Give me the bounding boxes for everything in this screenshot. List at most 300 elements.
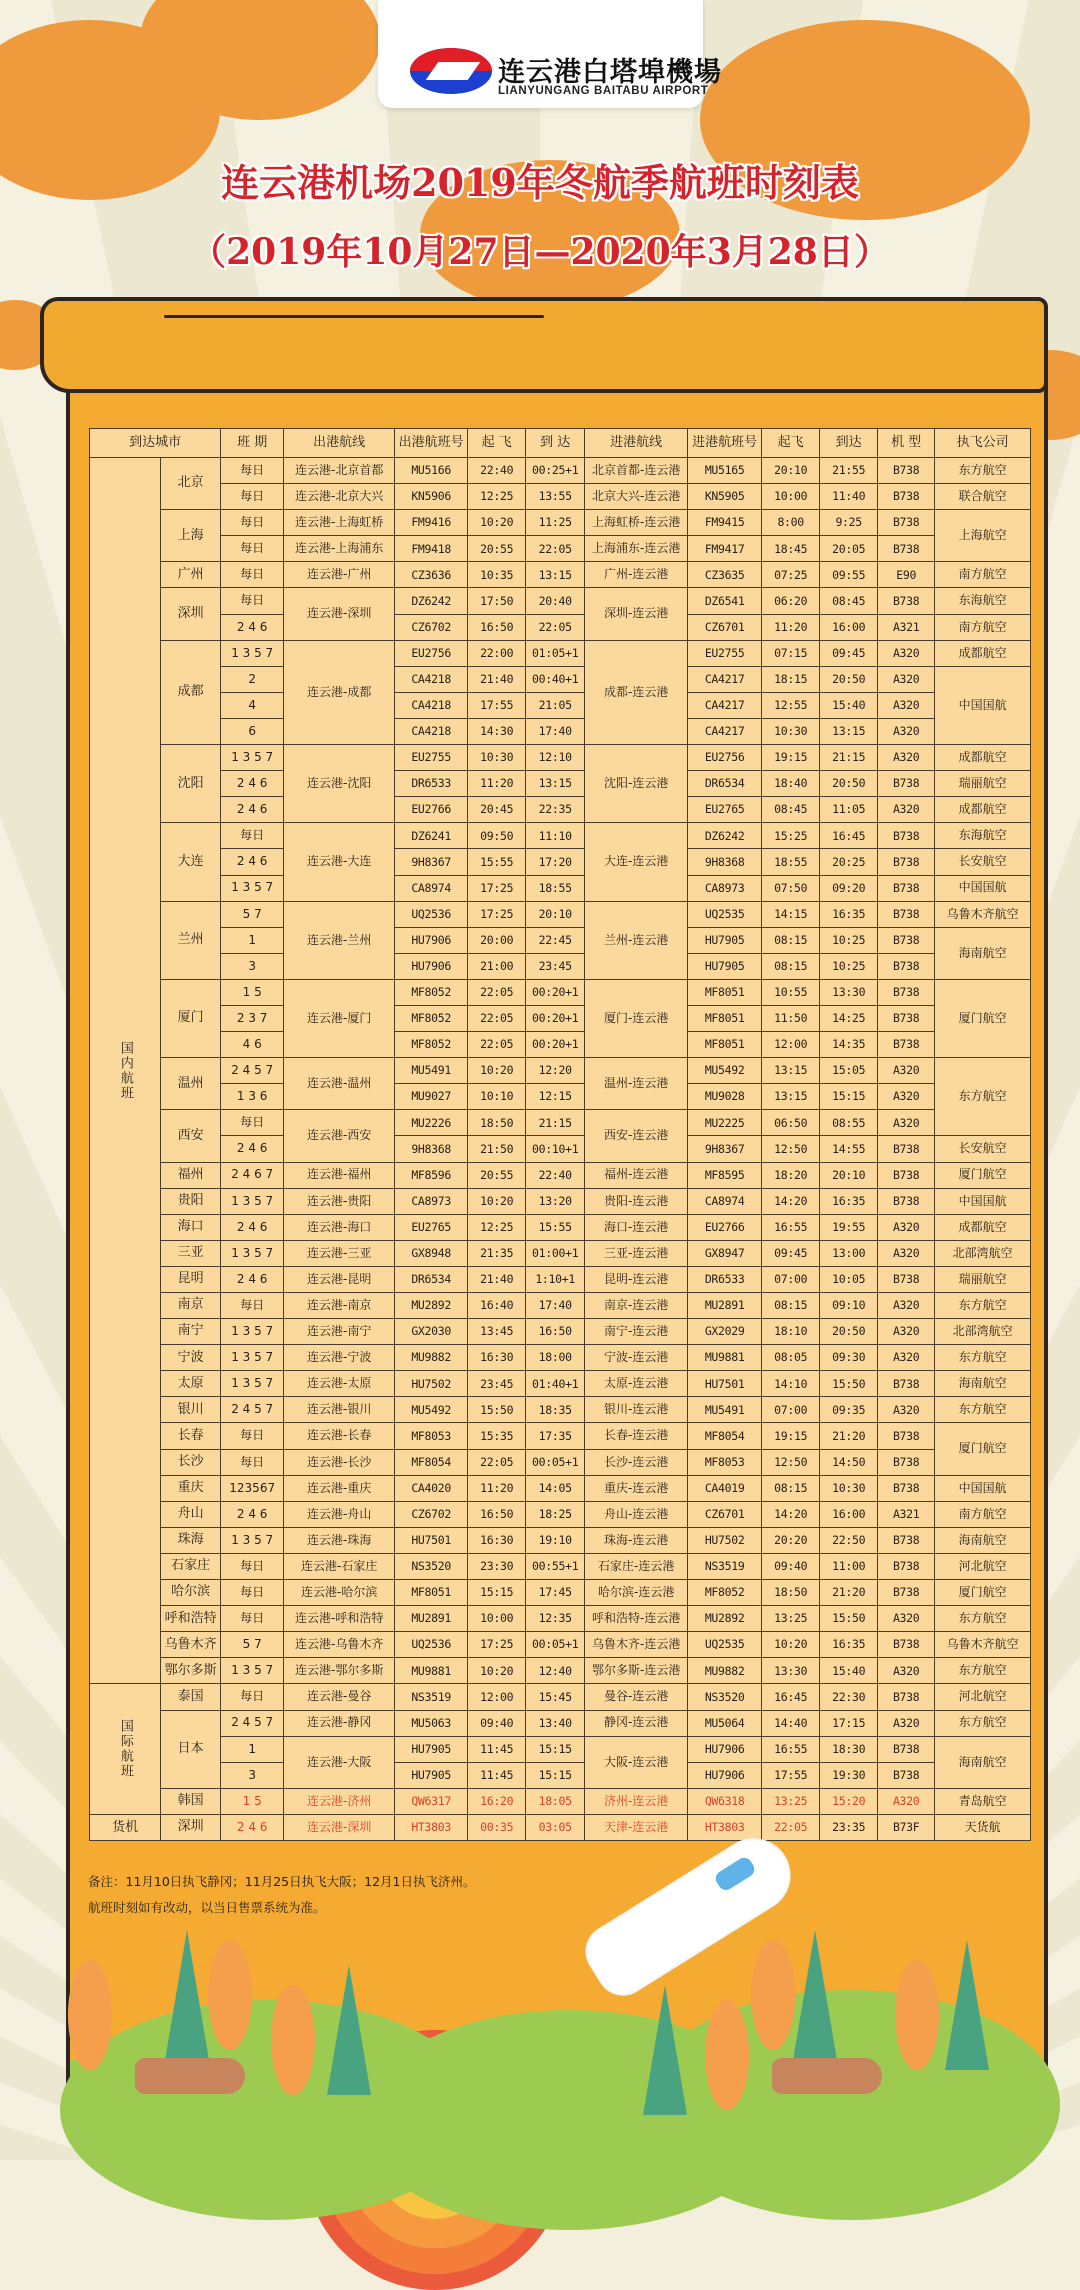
outbound-flight-cell: UQ2536: [395, 901, 468, 927]
inbound-route-cell: 北京大兴-连云港: [585, 484, 688, 510]
inbound-arrival-cell: 09:35: [820, 1397, 878, 1423]
inbound-departure-cell: 12:00: [762, 1032, 820, 1058]
outbound-departure-cell: 20:45: [468, 797, 526, 823]
inbound-arrival-cell: 15:50: [820, 1606, 878, 1632]
inbound-route-cell: 舟山-连云港: [585, 1501, 688, 1527]
aircraft-cell: B738: [878, 823, 935, 849]
outbound-route-cell: 连云港-深圳: [284, 1814, 395, 1840]
outbound-arrival-cell: 17:40: [526, 718, 585, 744]
aircraft-cell: B738: [878, 588, 935, 614]
outbound-route-cell: 连云港-曼谷: [284, 1684, 395, 1710]
inbound-departure-cell: 08:45: [762, 797, 820, 823]
inbound-departure-cell: 18:45: [762, 536, 820, 562]
outbound-flight-cell: EU2765: [395, 1214, 468, 1240]
inbound-arrival-cell: 10:05: [820, 1266, 878, 1292]
outbound-arrival-cell: 13:20: [526, 1188, 585, 1214]
inbound-flight-cell: 9H8368: [688, 849, 762, 875]
outbound-departure-cell: 22:05: [468, 979, 526, 1005]
days-cell: 每日: [221, 458, 284, 484]
inbound-route-cell: 乌鲁木齐-连云港: [585, 1632, 688, 1658]
outbound-arrival-cell: 18:35: [526, 1397, 585, 1423]
outbound-departure-cell: 21:35: [468, 1240, 526, 1266]
inbound-flight-cell: NS3520: [688, 1684, 762, 1710]
inbound-route-cell: 西安-连云港: [585, 1110, 688, 1162]
days-cell: 2 4 6: [221, 1266, 284, 1292]
table-row: [90, 1345, 1031, 1371]
inbound-arrival-cell: 20:10: [820, 1162, 878, 1188]
aircraft-cell: A320: [878, 692, 935, 718]
outbound-arrival-cell: 00:10+1: [526, 1136, 585, 1162]
outbound-route-cell: 连云港-大连: [284, 823, 395, 901]
outbound-arrival-cell: 22:45: [526, 927, 585, 953]
outbound-route-cell: 连云港-鄂尔多斯: [284, 1658, 395, 1684]
wooden-log: [772, 2058, 882, 2094]
days-cell: 每日: [221, 823, 284, 849]
aircraft-cell: A320: [878, 666, 935, 692]
outbound-flight-cell: NS3519: [395, 1684, 468, 1710]
inbound-arrival-cell: 11:40: [820, 484, 878, 510]
inbound-route-cell: 呼和浩特-连云港: [585, 1606, 688, 1632]
outbound-route-cell: 连云港-长沙: [284, 1449, 395, 1475]
outbound-arrival-cell: 22:05: [526, 614, 585, 640]
days-cell: 1 5: [221, 979, 284, 1005]
table-row: [90, 1632, 1031, 1658]
outbound-flight-cell: CZ6702: [395, 1501, 468, 1527]
outbound-departure-cell: 16:40: [468, 1293, 526, 1319]
outbound-departure-cell: 23:45: [468, 1371, 526, 1397]
city-cell: 南宁: [161, 1319, 221, 1345]
days-cell: 2 4 5 7: [221, 1397, 284, 1423]
inbound-departure-cell: 16:55: [762, 1736, 820, 1762]
table-row: [90, 1814, 1031, 1840]
outbound-departure-cell: 17:50: [468, 588, 526, 614]
outbound-route-cell: 连云港-重庆: [284, 1475, 395, 1501]
inbound-flight-cell: UQ2535: [688, 901, 762, 927]
category-cell: 国际航班: [90, 1684, 161, 1814]
airline-cell: 长安航空: [935, 1136, 1031, 1162]
inbound-flight-cell: MU5064: [688, 1710, 762, 1736]
airline-cell: 天货航: [935, 1814, 1031, 1840]
outbound-arrival-cell: 00:20+1: [526, 1032, 585, 1058]
outbound-departure-cell: 15:55: [468, 849, 526, 875]
days-cell: 2 4 6: [221, 1214, 284, 1240]
table-row: [90, 1475, 1031, 1501]
aircraft-cell: B738: [878, 901, 935, 927]
days-cell: 1 5: [221, 1788, 284, 1814]
city-cell: 长春: [161, 1423, 221, 1449]
airline-cell: 东方航空: [935, 1710, 1031, 1736]
aircraft-cell: B738: [878, 1475, 935, 1501]
airline-cell: 长安航空: [935, 849, 1031, 875]
header-outbound-departure: 起 飞: [468, 429, 526, 458]
aircraft-cell: B738: [878, 1736, 935, 1762]
outbound-flight-cell: KN5906: [395, 484, 468, 510]
inbound-flight-cell: UQ2535: [688, 1632, 762, 1658]
table-row: [90, 458, 1031, 484]
inbound-departure-cell: 13:25: [762, 1788, 820, 1814]
header-outbound-flight: 出港航班号: [395, 429, 468, 458]
aircraft-cell: B738: [878, 979, 935, 1005]
days-cell: 1 3 6: [221, 1084, 284, 1110]
outbound-departure-cell: 17:25: [468, 901, 526, 927]
table-row: [90, 1058, 1031, 1084]
aircraft-cell: B738: [878, 484, 935, 510]
days-cell: 2 4 5 7: [221, 1710, 284, 1736]
inbound-departure-cell: 08:15: [762, 1475, 820, 1501]
airline-cell: 乌鲁木齐航空: [935, 901, 1031, 927]
inbound-arrival-cell: 16:35: [820, 1188, 878, 1214]
table-row: [90, 1684, 1031, 1710]
inbound-arrival-cell: 09:30: [820, 1345, 878, 1371]
outbound-flight-cell: DZ6242: [395, 588, 468, 614]
table-row: [90, 1553, 1031, 1579]
table-row: [90, 1214, 1031, 1240]
table-row: [90, 1162, 1031, 1188]
inbound-departure-cell: 12:50: [762, 1449, 820, 1475]
aircraft-cell: A321: [878, 1501, 935, 1527]
inbound-flight-cell: HU7906: [688, 1736, 762, 1762]
inbound-departure-cell: 17:55: [762, 1762, 820, 1788]
aircraft-cell: A320: [878, 640, 935, 666]
outbound-route-cell: 连云港-上海虹桥: [284, 510, 395, 536]
inbound-flight-cell: CA8974: [688, 1188, 762, 1214]
inbound-arrival-cell: 15:05: [820, 1058, 878, 1084]
table-row: [90, 823, 1031, 849]
inbound-arrival-cell: 08:45: [820, 588, 878, 614]
table-row: [90, 1501, 1031, 1527]
outbound-departure-cell: 11:45: [468, 1736, 526, 1762]
inbound-departure-cell: 10:00: [762, 484, 820, 510]
inbound-departure-cell: 07:00: [762, 1266, 820, 1292]
airline-cell: 中国国航: [935, 666, 1031, 744]
autumn-tree: [705, 2000, 749, 2110]
autumn-tree: [271, 1985, 315, 2095]
days-cell: 2 4 6: [221, 1814, 284, 1840]
outbound-arrival-cell: 15:15: [526, 1736, 585, 1762]
outbound-route-cell: 连云港-呼和浩特: [284, 1606, 395, 1632]
airline-cell: 东方航空: [935, 1345, 1031, 1371]
city-cell: 成都: [161, 640, 221, 744]
days-cell: 3: [221, 953, 284, 979]
days-cell: 2 4 6: [221, 849, 284, 875]
outbound-arrival-cell: 15:15: [526, 1762, 585, 1788]
city-cell: 乌鲁木齐: [161, 1632, 221, 1658]
outbound-flight-cell: MF8054: [395, 1449, 468, 1475]
inbound-flight-cell: MU9881: [688, 1345, 762, 1371]
outbound-arrival-cell: 14:05: [526, 1475, 585, 1501]
outbound-arrival-cell: 13:40: [526, 1710, 585, 1736]
aircraft-cell: B738: [878, 1684, 935, 1710]
outbound-flight-cell: FM9418: [395, 536, 468, 562]
outbound-route-cell: 连云港-三亚: [284, 1240, 395, 1266]
remark-note: 备注：11月10日执飞静冈；11月25日执飞大阪；12月1日执飞济州。: [88, 1874, 476, 1889]
outbound-arrival-cell: 21:15: [526, 1110, 585, 1136]
inbound-flight-cell: MU5165: [688, 458, 762, 484]
outbound-arrival-cell: 01:05+1: [526, 640, 585, 666]
inbound-route-cell: 广州-连云港: [585, 562, 688, 588]
city-cell: 海口: [161, 1214, 221, 1240]
outbound-departure-cell: 20:55: [468, 1162, 526, 1188]
outbound-arrival-cell: 17:20: [526, 849, 585, 875]
outbound-flight-cell: FM9416: [395, 510, 468, 536]
aircraft-cell: A320: [878, 1345, 935, 1371]
inbound-flight-cell: MF8051: [688, 1032, 762, 1058]
airline-cell: 海南航空: [935, 1527, 1031, 1553]
outbound-departure-cell: 09:40: [468, 1710, 526, 1736]
outbound-arrival-cell: 22:40: [526, 1162, 585, 1188]
inbound-arrival-cell: 13:00: [820, 1240, 878, 1266]
outbound-arrival-cell: 11:10: [526, 823, 585, 849]
inbound-route-cell: 昆明-连云港: [585, 1266, 688, 1292]
pine-tree: [945, 1940, 989, 2070]
outbound-departure-cell: 11:45: [468, 1762, 526, 1788]
city-cell: 深圳: [161, 588, 221, 640]
inbound-arrival-cell: 14:25: [820, 1005, 878, 1031]
outbound-flight-cell: GX2030: [395, 1319, 468, 1345]
outbound-route-cell: 连云港-福州: [284, 1162, 395, 1188]
inbound-arrival-cell: 08:55: [820, 1110, 878, 1136]
city-cell: 长沙: [161, 1449, 221, 1475]
inbound-flight-cell: EU2766: [688, 1214, 762, 1240]
outbound-arrival-cell: 12:10: [526, 745, 585, 771]
table-row: [90, 953, 1031, 979]
outbound-departure-cell: 13:45: [468, 1319, 526, 1345]
outbound-arrival-cell: 00:05+1: [526, 1632, 585, 1658]
outbound-route-cell: 连云港-成都: [284, 640, 395, 744]
aircraft-cell: B738: [878, 1553, 935, 1579]
table-row: [90, 1084, 1031, 1110]
days-cell: 每日: [221, 562, 284, 588]
inbound-route-cell: 三亚-连云港: [585, 1240, 688, 1266]
table-row: [90, 979, 1031, 1005]
outbound-departure-cell: 10:20: [468, 1188, 526, 1214]
aircraft-cell: A320: [878, 1710, 935, 1736]
city-cell: 兰州: [161, 901, 221, 979]
aircraft-cell: B738: [878, 1527, 935, 1553]
airline-cell: 东方航空: [935, 1058, 1031, 1136]
table-row: [90, 1319, 1031, 1345]
days-cell: 4: [221, 692, 284, 718]
table-row: [90, 1397, 1031, 1423]
outbound-flight-cell: CA4218: [395, 666, 468, 692]
table-row: [90, 536, 1031, 562]
inbound-arrival-cell: 20:50: [820, 666, 878, 692]
outbound-departure-cell: 10:20: [468, 1058, 526, 1084]
inbound-flight-cell: DR6533: [688, 1266, 762, 1292]
aircraft-cell: B738: [878, 875, 935, 901]
aircraft-cell: B73F: [878, 1814, 935, 1840]
inbound-flight-cell: CZ6701: [688, 614, 762, 640]
inbound-departure-cell: 12:50: [762, 1136, 820, 1162]
outbound-flight-cell: HU7906: [395, 927, 468, 953]
inbound-route-cell: 长沙-连云港: [585, 1449, 688, 1475]
autumn-tree: [68, 1960, 112, 2070]
inbound-route-cell: 大连-连云港: [585, 823, 688, 901]
days-cell: 每日: [221, 1553, 284, 1579]
outbound-flight-cell: MF8051: [395, 1580, 468, 1606]
outbound-flight-cell: CA4218: [395, 692, 468, 718]
inbound-arrival-cell: 14:35: [820, 1032, 878, 1058]
category-cell: 货机: [90, 1814, 161, 1840]
outbound-arrival-cell: 15:45: [526, 1684, 585, 1710]
days-cell: 2 4 6: [221, 1136, 284, 1162]
city-cell: 南京: [161, 1293, 221, 1319]
outbound-departure-cell: 10:35: [468, 562, 526, 588]
city-cell: 石家庄: [161, 1553, 221, 1579]
inbound-flight-cell: EU2755: [688, 640, 762, 666]
inbound-arrival-cell: 16:45: [820, 823, 878, 849]
outbound-flight-cell: DZ6241: [395, 823, 468, 849]
inbound-flight-cell: CA8973: [688, 875, 762, 901]
aircraft-cell: A320: [878, 1788, 935, 1814]
outbound-flight-cell: CZ6702: [395, 614, 468, 640]
outbound-flight-cell: CA4218: [395, 718, 468, 744]
outbound-arrival-cell: 12:15: [526, 1084, 585, 1110]
inbound-departure-cell: 14:15: [762, 901, 820, 927]
days-cell: 1 3 5 7: [221, 640, 284, 666]
table-row: [90, 1266, 1031, 1292]
outbound-departure-cell: 16:30: [468, 1527, 526, 1553]
outbound-arrival-cell: 18:05: [526, 1788, 585, 1814]
inbound-arrival-cell: 10:25: [820, 927, 878, 953]
outbound-departure-cell: 22:05: [468, 1449, 526, 1475]
autumn-tree: [208, 1940, 252, 2050]
airline-cell: 东方航空: [935, 458, 1031, 484]
inbound-departure-cell: 20:10: [762, 458, 820, 484]
days-cell: 2 3 7: [221, 1005, 284, 1031]
airline-cell: 南方航空: [935, 1501, 1031, 1527]
aircraft-cell: A320: [878, 1293, 935, 1319]
outbound-departure-cell: 21:50: [468, 1136, 526, 1162]
airline-cell: 东海航空: [935, 588, 1031, 614]
aircraft-cell: B738: [878, 1162, 935, 1188]
inbound-flight-cell: CZ6701: [688, 1501, 762, 1527]
days-cell: 1 3 5 7: [221, 1527, 284, 1553]
table-row: [90, 927, 1031, 953]
autumn-tree: [895, 1960, 939, 2070]
days-cell: 每日: [221, 588, 284, 614]
outbound-flight-cell: MU9027: [395, 1084, 468, 1110]
airline-cell: 上海航空: [935, 510, 1031, 562]
days-cell: 3: [221, 1762, 284, 1788]
outbound-route-cell: 连云港-广州: [284, 562, 395, 588]
city-cell: 大连: [161, 823, 221, 901]
table-row: [90, 1527, 1031, 1553]
inbound-flight-cell: FM9415: [688, 510, 762, 536]
outbound-arrival-cell: 00:20+1: [526, 1005, 585, 1031]
outbound-departure-cell: 12:25: [468, 484, 526, 510]
inbound-arrival-cell: 14:50: [820, 1449, 878, 1475]
outbound-route-cell: 连云港-深圳: [284, 588, 395, 640]
inbound-flight-cell: HU7905: [688, 953, 762, 979]
city-cell: 哈尔滨: [161, 1580, 221, 1606]
inbound-flight-cell: QW6318: [688, 1788, 762, 1814]
inbound-flight-cell: MU2891: [688, 1293, 762, 1319]
inbound-arrival-cell: 17:15: [820, 1710, 878, 1736]
wooden-log: [135, 2058, 245, 2094]
inbound-departure-cell: 10:20: [762, 1632, 820, 1658]
airline-cell: 南方航空: [935, 614, 1031, 640]
table-row: [90, 640, 1031, 666]
inbound-arrival-cell: 16:00: [820, 1501, 878, 1527]
inbound-route-cell: 石家庄-连云港: [585, 1553, 688, 1579]
table-row: [90, 510, 1031, 536]
outbound-arrival-cell: 22:05: [526, 536, 585, 562]
aircraft-cell: B738: [878, 1762, 935, 1788]
table-row: [90, 718, 1031, 744]
inbound-departure-cell: 20:20: [762, 1527, 820, 1553]
inbound-route-cell: 大阪-连云港: [585, 1736, 688, 1788]
days-cell: 2 4 6: [221, 1501, 284, 1527]
inbound-departure-cell: 22:05: [762, 1814, 820, 1840]
outbound-flight-cell: MU5166: [395, 458, 468, 484]
outbound-flight-cell: NS3520: [395, 1553, 468, 1579]
days-cell: 2 4 6: [221, 797, 284, 823]
pine-tree: [793, 1930, 837, 2060]
table-row: [90, 875, 1031, 901]
outbound-arrival-cell: 22:35: [526, 797, 585, 823]
inbound-arrival-cell: 21:20: [820, 1580, 878, 1606]
inbound-flight-cell: MF8054: [688, 1423, 762, 1449]
outbound-route-cell: 连云港-大阪: [284, 1736, 395, 1788]
aircraft-cell: A321: [878, 614, 935, 640]
outbound-flight-cell: HU7905: [395, 1736, 468, 1762]
airline-cell: 厦门航空: [935, 1162, 1031, 1188]
aircraft-cell: B738: [878, 1188, 935, 1214]
outbound-arrival-cell: 03:05: [526, 1814, 585, 1840]
inbound-route-cell: 沈阳-连云港: [585, 745, 688, 823]
outbound-arrival-cell: 17:40: [526, 1293, 585, 1319]
aircraft-cell: B738: [878, 1005, 935, 1031]
outbound-arrival-cell: 23:45: [526, 953, 585, 979]
inbound-flight-cell: CA4217: [688, 718, 762, 744]
city-cell: 舟山: [161, 1501, 221, 1527]
days-cell: 每日: [221, 1423, 284, 1449]
days-cell: 每日: [221, 510, 284, 536]
airline-cell: 瑞丽航空: [935, 1266, 1031, 1292]
outbound-departure-cell: 15:15: [468, 1580, 526, 1606]
inbound-departure-cell: 13:30: [762, 1658, 820, 1684]
pine-tree: [165, 1930, 209, 2060]
inbound-arrival-cell: 20:50: [820, 1319, 878, 1345]
outbound-route-cell: 连云港-西安: [284, 1110, 395, 1162]
table-row: [90, 1188, 1031, 1214]
airline-cell: 成都航空: [935, 640, 1031, 666]
table-row: [90, 849, 1031, 875]
inbound-flight-cell: MF8595: [688, 1162, 762, 1188]
inbound-arrival-cell: 14:55: [820, 1136, 878, 1162]
outbound-arrival-cell: 00:05+1: [526, 1449, 585, 1475]
header-inbound-flight: 进港航班号: [688, 429, 762, 458]
outbound-flight-cell: EU2756: [395, 640, 468, 666]
category-cell: 国内航班: [90, 458, 161, 1684]
outbound-flight-cell: MU2891: [395, 1606, 468, 1632]
inbound-departure-cell: 06:50: [762, 1110, 820, 1136]
inbound-route-cell: 成都-连云港: [585, 640, 688, 744]
days-cell: 1 3 5 7: [221, 875, 284, 901]
outbound-route-cell: 连云港-贵阳: [284, 1188, 395, 1214]
aircraft-cell: A320: [878, 1058, 935, 1084]
table-row: [90, 666, 1031, 692]
airline-cell: 成都航空: [935, 1214, 1031, 1240]
table-row: [90, 797, 1031, 823]
outbound-arrival-cell: 00:20+1: [526, 979, 585, 1005]
city-cell: 宁波: [161, 1345, 221, 1371]
inbound-arrival-cell: 10:25: [820, 953, 878, 979]
inbound-flight-cell: MU9028: [688, 1084, 762, 1110]
outbound-route-cell: 连云港-银川: [284, 1397, 395, 1423]
table-row: [90, 1240, 1031, 1266]
